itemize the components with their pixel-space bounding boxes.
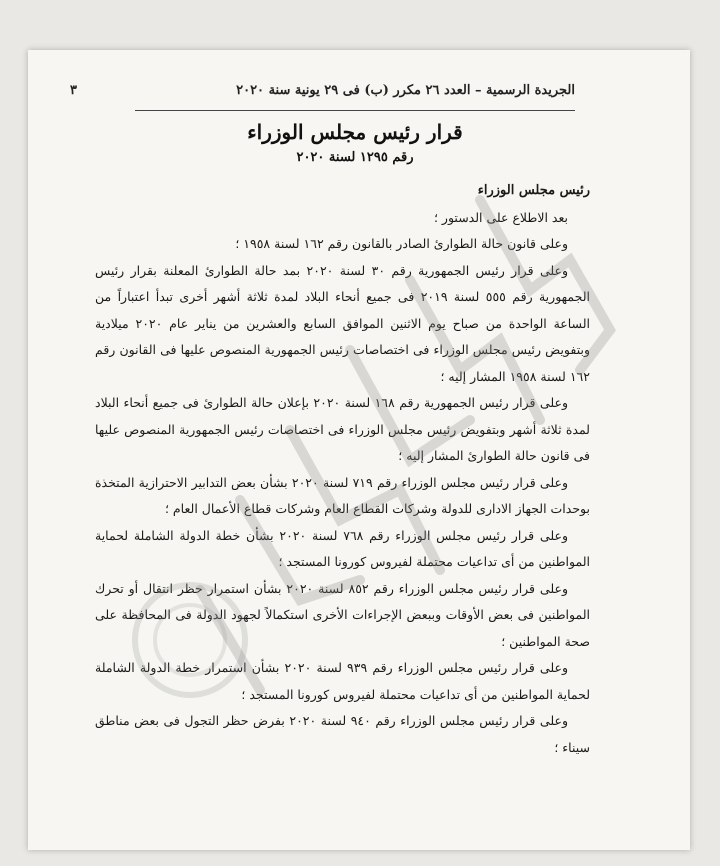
recital-paragraph: وعلى قرار رئيس مجلس الوزراء رقم ٩٤٠ لسنة ٢٠٢٠ بفرض حظر التجول فى بعض مناطق سيناء ؛	[95, 713, 590, 755]
recital-paragraph: وعلى قرار رئيس مجلس الوزراء رقم ٨٥٢ لسنة ٢٠٢٠ بشأن استمرار حظر انتقال أو تحرك المواطنين فى بعض الأوقات وببعض الإجراءات الأخرى استكمالاً لجهود الدولة فى المحافظة على صحة المواطنين ؛	[95, 580, 590, 649]
recital-paragraph: بعد الاطلاع على الدستور ؛	[433, 209, 568, 225]
decree-body	[95, 178, 590, 761]
title-block	[240, 120, 470, 165]
gazette-issue-line: الجريدة الرسمية – العدد ٢٦ مكرر (ب) فى ٢٩ يونية سنة ٢٠٢٠	[236, 82, 575, 98]
recital-paragraph: وعلى قرار رئيس الجمهورية رقم ٣٠ لسنة ٢٠٢٠ بمد حالة الطوارئ المعلنة بقرار رئيس الجمهورية رقم ٥٥٥ لسنة ٢٠١٩ فى جميع أنحاء البلاد لمدة ثلاثة أشهر أخرى تبدأ اعتباراً من الساعة الواحدة من صباح يوم الاثنين الموافق السابع والعشرين من يناير عام ٢٠٢٠ ميلادية وبتفويض رئيس مجلس الوزراء فى اختصاصات رئيس الجمهورية المنصوص عليها فى القانون رقم ١٦٢ لسنة ١٩٥٨ المشار إليه ؛	[95, 262, 590, 384]
recital-paragraph: وعلى قرار رئيس الجمهورية رقم ١٦٨ لسنة ٢٠٢٠ بإعلان حالة الطوارئ فى جميع أنحاء البلاد لمدة ثلاثة أشهر وبتفويض رئيس مجلس الوزراء فى اختصاصات رئيس الجمهورية المنصوص عليها فى قانون حالة الطوارئ المشار إليه ؛	[95, 395, 590, 463]
recital-paragraph: وعلى قرار رئيس مجلس الوزراء رقم ٩٣٩ لسنة ٢٠٢٠ بشأن استمرار خطة الدولة الشاملة لحماية المواطنين من أى تداعيات محتملة لفيروس كورونا المستجد ؛	[95, 660, 590, 702]
recital-paragraph: وعلى قرار رئيس مجلس الوزراء رقم ٧١٩ لسنة ٢٠٢٠ بشأن بعض التدابير الاحترازية المتخذة بوحدات الجهاز الادارى للدولة وشركات القطاع العام وشركات قطاع الأعمال العام ؛	[95, 474, 590, 516]
gazette-header	[70, 75, 575, 105]
page-number: ٣	[70, 82, 77, 98]
header-divider	[135, 110, 575, 111]
recital-paragraph: وعلى قرار رئيس مجلس الوزراء رقم ٧٦٨ لسنة ٢٠٢٠ بشأن خطة الدولة الشاملة لحماية المواطنين من أى تداعيات محتملة لفيروس كورونا المستجد ؛	[95, 527, 590, 569]
issuer-line: رئيس مجلس الوزراء	[477, 183, 590, 198]
decree-title: قرار رئيس مجلس الوزراء	[247, 120, 463, 144]
recital-paragraph: وعلى قانون حالة الطوارئ الصادر بالقانون رقم ١٦٢ لسنة ١٩٥٨ ؛	[235, 236, 568, 251]
decree-number: رقم ١٢٩٥ لسنة ٢٠٢٠	[296, 150, 414, 165]
